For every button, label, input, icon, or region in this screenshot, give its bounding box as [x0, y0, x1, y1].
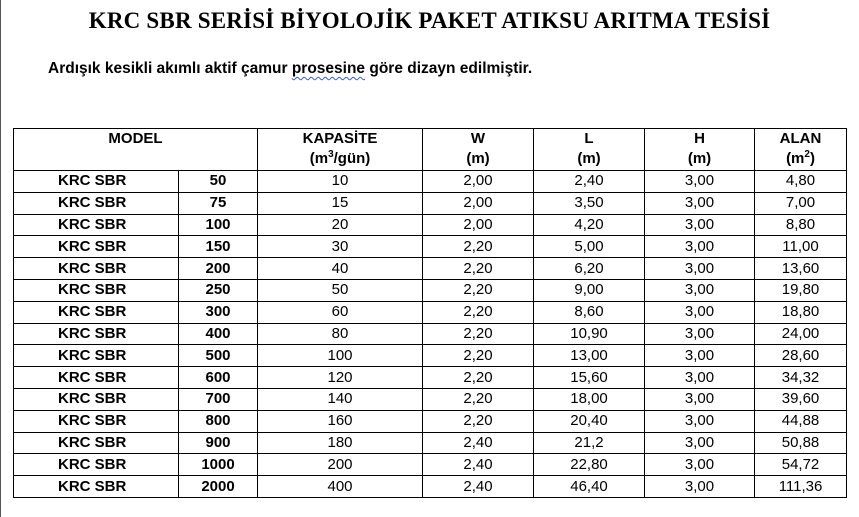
cell-capacity: 400: [258, 476, 423, 498]
page-left-border: [0, 0, 1, 517]
cell-area: 7,00: [755, 192, 847, 214]
cell-h: 3,00: [645, 345, 755, 367]
cell-w: 2,20: [423, 410, 534, 432]
table-row: [14, 454, 847, 476]
cell-w: 2,20: [423, 258, 534, 280]
cell-model-name: KRC SBR: [14, 279, 179, 301]
cell-area: 44,88: [755, 410, 847, 432]
header-h-label: H: [694, 130, 705, 147]
cell-w: 2,20: [423, 388, 534, 410]
cell-h: 3,00: [645, 301, 755, 323]
specification-table: [13, 128, 847, 498]
cell-capacity: 20: [258, 214, 423, 236]
cell-model-size: 50: [179, 171, 258, 193]
cell-l: 46,40: [534, 476, 645, 498]
header-area-label: ALAN: [779, 130, 822, 147]
cell-model-name: KRC SBR: [14, 410, 179, 432]
table-row: [14, 345, 847, 367]
cell-model-size: 1000: [179, 454, 258, 476]
cell-capacity: 10: [258, 171, 423, 193]
cell-w: 2,40: [423, 476, 534, 498]
table-row: [14, 258, 847, 280]
cell-model-name: KRC SBR: [14, 454, 179, 476]
cell-l: 13,00: [534, 345, 645, 367]
cell-model-size: 900: [179, 432, 258, 454]
table-body: [14, 171, 847, 498]
cell-model-size: 75: [179, 192, 258, 214]
cell-capacity: 80: [258, 323, 423, 345]
cell-area: 24,00: [755, 323, 847, 345]
table-row: [14, 388, 847, 410]
spellcheck-flagged-word[interactable]: prosesine: [291, 60, 366, 77]
header-area: [755, 129, 847, 171]
table-row: [14, 323, 847, 345]
cell-area: 50,88: [755, 432, 847, 454]
cell-area: 39,60: [755, 388, 847, 410]
cell-capacity: 140: [258, 388, 423, 410]
header-area-unit: $(m^2)$: [786, 149, 815, 167]
cell-capacity: 160: [258, 410, 423, 432]
cell-model-name: KRC SBR: [14, 236, 179, 258]
cell-model-size: 800: [179, 410, 258, 432]
cell-model-name: KRC SBR: [14, 432, 179, 454]
cell-w: 2,20: [423, 279, 534, 301]
cell-h: 3,00: [645, 367, 755, 389]
header-capacity-label: KAPASİTE: [302, 130, 378, 147]
cell-model-name: KRC SBR: [14, 367, 179, 389]
table-row: [14, 192, 847, 214]
cell-w: 2,40: [423, 454, 534, 476]
table-header-row: [14, 129, 847, 171]
table-row: [14, 279, 847, 301]
header-w: [423, 129, 534, 171]
header-l: [534, 129, 645, 171]
cell-h: 3,00: [645, 323, 755, 345]
cell-model-size: 300: [179, 301, 258, 323]
cell-h: 3,00: [645, 258, 755, 280]
cell-l: 8,60: [534, 301, 645, 323]
cell-h: 3,00: [645, 236, 755, 258]
cell-model-name: KRC SBR: [14, 345, 179, 367]
cell-w: 2,00: [423, 192, 534, 214]
cell-model-name: KRC SBR: [14, 214, 179, 236]
cell-h: 3,00: [645, 171, 755, 193]
cell-l: 5,00: [534, 236, 645, 258]
cell-l: 3,50: [534, 192, 645, 214]
cell-model-size: 100: [179, 214, 258, 236]
subtitle-text-end: göre dizayn edilmiştir.: [365, 60, 533, 77]
cell-w: 2,00: [423, 171, 534, 193]
cell-h: 3,00: [645, 476, 755, 498]
header-model: [14, 129, 258, 171]
table-row: [14, 367, 847, 389]
cell-capacity: 100: [258, 345, 423, 367]
cell-model-size: 2000: [179, 476, 258, 498]
cell-capacity: 50: [258, 279, 423, 301]
cell-w: 2,20: [423, 367, 534, 389]
table-row: [14, 476, 847, 498]
subtitle-text-start: Ardışık kesikli akımlı aktif çamur: [48, 60, 292, 77]
header-l-label: L: [584, 130, 594, 147]
cell-area: 18,80: [755, 301, 847, 323]
cell-area: 13,60: [755, 258, 847, 280]
cell-area: 19,80: [755, 279, 847, 301]
table-row: [14, 171, 847, 193]
cell-capacity: 60: [258, 301, 423, 323]
cell-capacity: 200: [258, 454, 423, 476]
header-h: [645, 129, 755, 171]
page-title: KRC SBR SERİSİ BİYOLOJİK PAKET ATIKSU ARITMA TESİSİ: [88, 8, 771, 33]
cell-model-name: KRC SBR: [14, 476, 179, 498]
cell-area: 54,72: [755, 454, 847, 476]
header-l-unit: (m): [577, 150, 601, 167]
cell-model-size: 600: [179, 367, 258, 389]
cell-l: 20,40: [534, 410, 645, 432]
cell-area: 8,80: [755, 214, 847, 236]
cell-l: 22,80: [534, 454, 645, 476]
cell-model-name: KRC SBR: [14, 388, 179, 410]
cell-model-name: KRC SBR: [14, 323, 179, 345]
cell-h: 3,00: [645, 432, 755, 454]
header-capacity: [258, 129, 423, 171]
header-model-label: MODEL: [108, 130, 163, 147]
header-w-label: W: [470, 130, 486, 147]
header-h-unit: (m): [687, 150, 712, 167]
table-row: [14, 410, 847, 432]
cell-l: 9,00: [534, 279, 645, 301]
cell-model-size: 400: [179, 323, 258, 345]
cell-area: 11,00: [755, 236, 847, 258]
cell-capacity: 180: [258, 432, 423, 454]
page-subtitle: [48, 60, 532, 78]
cell-area: 34,32: [755, 367, 847, 389]
cell-model-size: 700: [179, 388, 258, 410]
cell-w: 2,20: [423, 323, 534, 345]
cell-area: 28,60: [755, 345, 847, 367]
cell-w: 2,00: [423, 214, 534, 236]
cell-model-name: KRC SBR: [14, 301, 179, 323]
table-row: [14, 214, 847, 236]
cell-w: 2,20: [423, 301, 534, 323]
cell-h: 3,00: [645, 454, 755, 476]
cell-h: 3,00: [645, 192, 755, 214]
header-w-unit: (m): [466, 150, 490, 167]
cell-model-name: KRC SBR: [14, 171, 179, 193]
cell-capacity: 30: [258, 236, 423, 258]
cell-capacity: 40: [258, 258, 423, 280]
cell-h: 3,00: [645, 214, 755, 236]
cell-w: 2,20: [423, 236, 534, 258]
cell-l: 10,90: [534, 323, 645, 345]
cell-l: 15,60: [534, 367, 645, 389]
cell-l: 2,40: [534, 171, 645, 193]
cell-model-name: KRC SBR: [14, 258, 179, 280]
cell-l: 18,00: [534, 388, 645, 410]
cell-capacity: 15: [258, 192, 423, 214]
cell-model-size: 200: [179, 258, 258, 280]
cell-l: 21,2: [534, 432, 645, 454]
table-row: [14, 432, 847, 454]
cell-model-size: 150: [179, 236, 258, 258]
cell-h: 3,00: [645, 388, 755, 410]
cell-w: 2,20: [423, 345, 534, 367]
header-capacity-unit: $(m^3/gün)$: [309, 149, 371, 167]
cell-model-size: 250: [179, 279, 258, 301]
cell-l: 6,20: [534, 258, 645, 280]
table-row: [14, 301, 847, 323]
cell-model-name: KRC SBR: [14, 192, 179, 214]
cell-h: 3,00: [645, 279, 755, 301]
cell-model-size: 500: [179, 345, 258, 367]
cell-l: 4,20: [534, 214, 645, 236]
cell-h: 3,00: [645, 410, 755, 432]
cell-area: 111,36: [755, 476, 847, 498]
cell-area: 4,80: [755, 171, 847, 193]
cell-w: 2,40: [423, 432, 534, 454]
table-row: [14, 236, 847, 258]
cell-capacity: 120: [258, 367, 423, 389]
